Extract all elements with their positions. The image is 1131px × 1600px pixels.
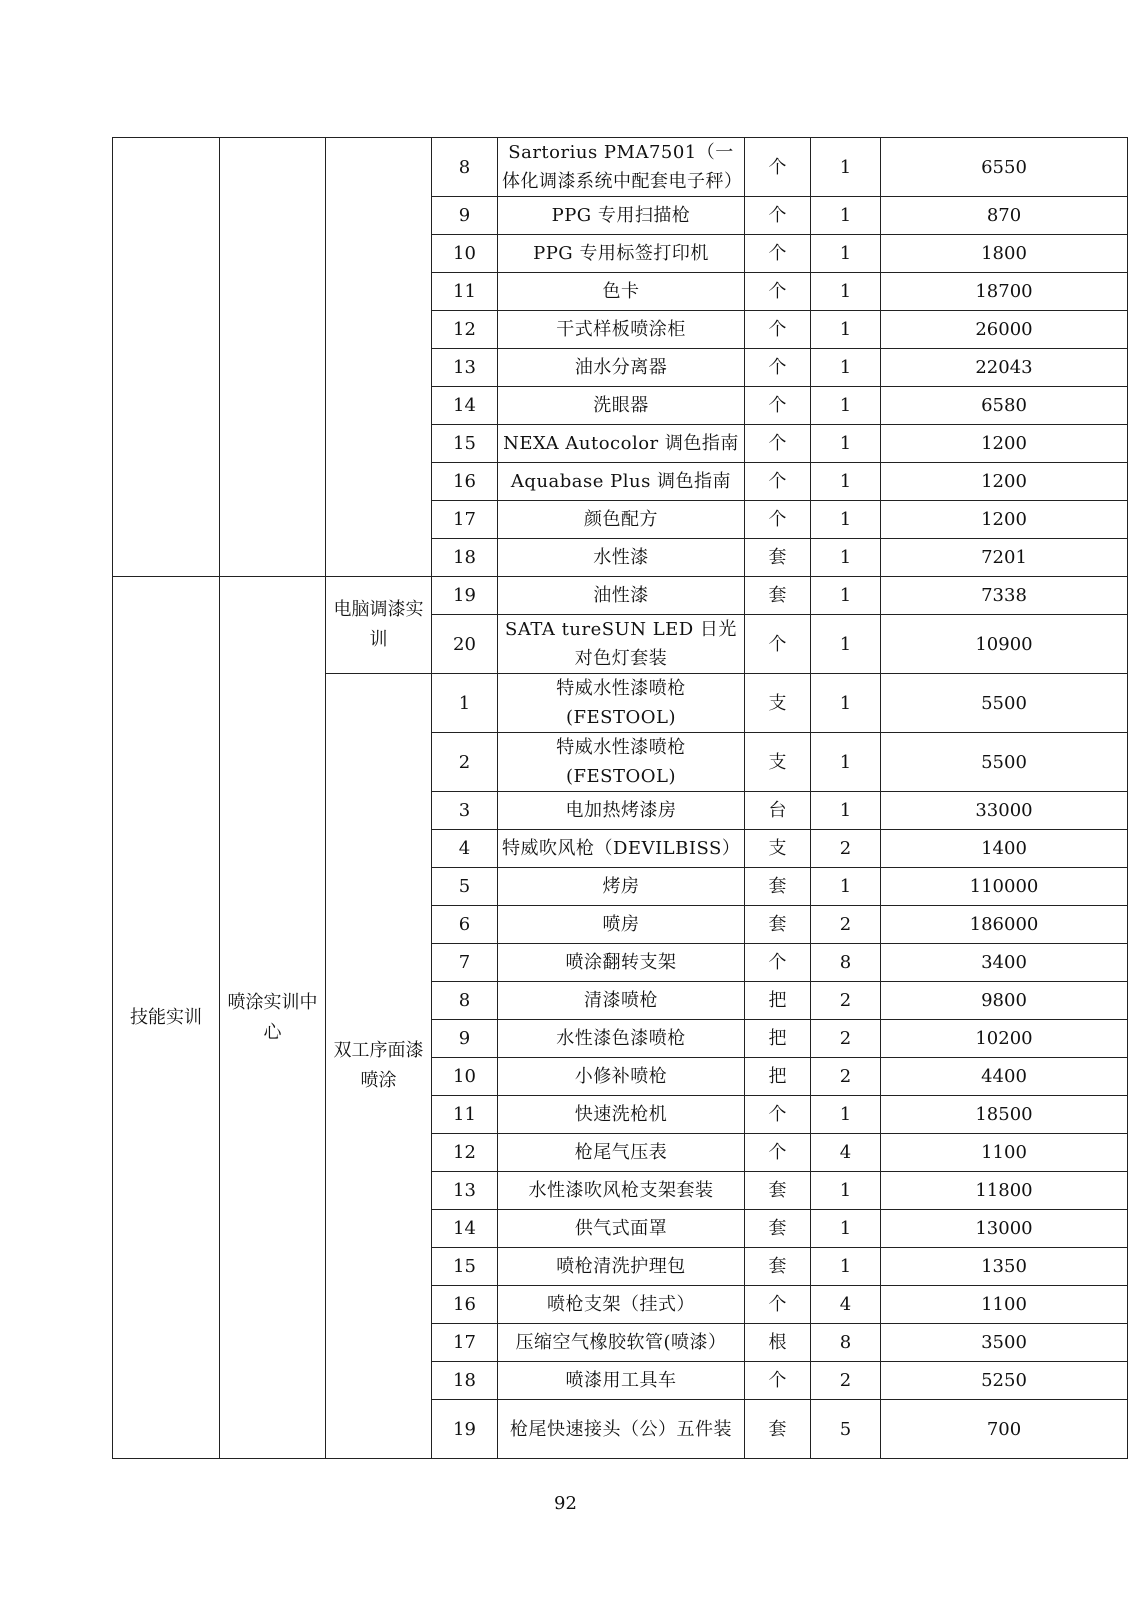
item-quantity: 1 (811, 463, 881, 501)
group-cell: 双工序面漆喷涂 (326, 674, 432, 1459)
item-unit: 个 (745, 1134, 811, 1172)
item-price: 10200 (881, 1020, 1128, 1058)
item-price: 1100 (881, 1134, 1128, 1172)
item-price: 10900 (881, 615, 1128, 674)
item-price: 3400 (881, 944, 1128, 982)
item-price: 18500 (881, 1096, 1128, 1134)
item-unit: 套 (745, 906, 811, 944)
item-unit: 个 (745, 197, 811, 235)
item-name: 色卡 (498, 273, 745, 311)
item-quantity: 1 (811, 674, 881, 733)
item-name: 喷枪清洗护理包 (498, 1248, 745, 1286)
item-unit: 把 (745, 1058, 811, 1096)
item-name: Sartorius PMA7501（一体化调漆系统中配套电子秤） (498, 138, 745, 197)
item-name: 枪尾快速接头（公）五件装 (498, 1400, 745, 1459)
item-unit: 个 (745, 387, 811, 425)
table-row (113, 577, 1128, 615)
item-price: 870 (881, 197, 1128, 235)
item-quantity: 2 (811, 1362, 881, 1400)
item-quantity: 1 (811, 1248, 881, 1286)
item-price: 3500 (881, 1324, 1128, 1362)
item-price: 1400 (881, 830, 1128, 868)
row-number: 9 (432, 1020, 498, 1058)
item-quantity: 1 (811, 539, 881, 577)
item-unit: 个 (745, 463, 811, 501)
item-quantity: 1 (811, 387, 881, 425)
group-cell: 电脑调漆实训 (326, 577, 432, 674)
item-name: 特威吹风枪（DEVILBISS） (498, 830, 745, 868)
item-unit: 套 (745, 1172, 811, 1210)
item-name: 喷涂翻转支架 (498, 944, 745, 982)
row-number: 20 (432, 615, 498, 674)
item-quantity: 2 (811, 906, 881, 944)
item-unit: 个 (745, 1096, 811, 1134)
item-price: 7201 (881, 539, 1128, 577)
item-quantity: 1 (811, 138, 881, 197)
item-unit: 支 (745, 830, 811, 868)
item-unit: 支 (745, 733, 811, 792)
row-number: 12 (432, 311, 498, 349)
item-price: 110000 (881, 868, 1128, 906)
item-name: Aquabase Plus 调色指南 (498, 463, 745, 501)
item-price: 22043 (881, 349, 1128, 387)
item-name: PPG 专用扫描枪 (498, 197, 745, 235)
empty-group-cell (326, 138, 432, 577)
item-name: 电加热烤漆房 (498, 792, 745, 830)
row-number: 16 (432, 1286, 498, 1324)
item-name: 油水分离器 (498, 349, 745, 387)
item-quantity: 1 (811, 868, 881, 906)
row-number: 13 (432, 1172, 498, 1210)
row-number: 3 (432, 792, 498, 830)
item-price: 7338 (881, 577, 1128, 615)
item-name: 水性漆吹风枪支架套装 (498, 1172, 745, 1210)
item-unit: 把 (745, 1020, 811, 1058)
item-unit: 个 (745, 311, 811, 349)
row-number: 5 (432, 868, 498, 906)
item-price: 5500 (881, 733, 1128, 792)
item-price: 18700 (881, 273, 1128, 311)
item-price: 6550 (881, 138, 1128, 197)
row-number: 2 (432, 733, 498, 792)
item-unit: 个 (745, 1286, 811, 1324)
item-price: 11800 (881, 1172, 1128, 1210)
item-name: 供气式面罩 (498, 1210, 745, 1248)
row-number: 6 (432, 906, 498, 944)
item-name: 快速洗枪机 (498, 1096, 745, 1134)
row-number: 8 (432, 982, 498, 1020)
item-quantity: 2 (811, 1020, 881, 1058)
row-number: 11 (432, 1096, 498, 1134)
row-number: 4 (432, 830, 498, 868)
item-quantity: 1 (811, 349, 881, 387)
item-price: 5250 (881, 1362, 1128, 1400)
item-price: 33000 (881, 792, 1128, 830)
item-price: 1200 (881, 463, 1128, 501)
item-price: 1200 (881, 425, 1128, 463)
item-price: 1100 (881, 1286, 1128, 1324)
item-unit: 把 (745, 982, 811, 1020)
item-quantity: 4 (811, 1286, 881, 1324)
row-number: 14 (432, 1210, 498, 1248)
item-quantity: 1 (811, 273, 881, 311)
item-name: 喷房 (498, 906, 745, 944)
item-quantity: 1 (811, 311, 881, 349)
item-name: 压缩空气橡胶软管(喷漆） (498, 1324, 745, 1362)
item-price: 186000 (881, 906, 1128, 944)
item-name: 喷漆用工具车 (498, 1362, 745, 1400)
empty-center-cell (220, 138, 326, 577)
row-number: 11 (432, 273, 498, 311)
item-price: 700 (881, 1400, 1128, 1459)
row-number: 19 (432, 1400, 498, 1459)
table-body (113, 138, 1128, 1459)
item-quantity: 1 (811, 235, 881, 273)
item-price: 5500 (881, 674, 1128, 733)
item-price: 4400 (881, 1058, 1128, 1096)
item-quantity: 1 (811, 615, 881, 674)
item-quantity: 1 (811, 425, 881, 463)
row-number: 1 (432, 674, 498, 733)
item-quantity: 1 (811, 1210, 881, 1248)
item-name: 特威水性漆喷枪(FESTOOL) (498, 674, 745, 733)
item-price: 9800 (881, 982, 1128, 1020)
item-unit: 套 (745, 1400, 811, 1459)
row-number: 10 (432, 1058, 498, 1096)
item-name: 水性漆 (498, 539, 745, 577)
item-unit: 个 (745, 349, 811, 387)
item-price: 1350 (881, 1248, 1128, 1286)
item-unit: 个 (745, 425, 811, 463)
item-name: 颜色配方 (498, 501, 745, 539)
item-name: 油性漆 (498, 577, 745, 615)
row-number: 17 (432, 1324, 498, 1362)
row-number: 19 (432, 577, 498, 615)
item-name: 特威水性漆喷枪(FESTOOL) (498, 733, 745, 792)
row-number: 13 (432, 349, 498, 387)
item-name: 烤房 (498, 868, 745, 906)
row-number: 18 (432, 1362, 498, 1400)
item-quantity: 1 (811, 197, 881, 235)
item-name: SATA tureSUN LED 日光对色灯套装 (498, 615, 745, 674)
item-unit: 个 (745, 273, 811, 311)
row-number: 16 (432, 463, 498, 501)
item-unit: 台 (745, 792, 811, 830)
item-unit: 支 (745, 674, 811, 733)
equipment-table (112, 137, 1128, 1459)
row-number: 7 (432, 944, 498, 982)
item-quantity: 8 (811, 1324, 881, 1362)
item-quantity: 1 (811, 792, 881, 830)
item-unit: 个 (745, 501, 811, 539)
item-quantity: 1 (811, 501, 881, 539)
item-unit: 套 (745, 868, 811, 906)
row-number: 9 (432, 197, 498, 235)
item-unit: 套 (745, 577, 811, 615)
row-number: 17 (432, 501, 498, 539)
item-quantity: 2 (811, 830, 881, 868)
item-quantity: 1 (811, 733, 881, 792)
item-unit: 根 (745, 1324, 811, 1362)
item-name: PPG 专用标签打印机 (498, 235, 745, 273)
item-quantity: 4 (811, 1134, 881, 1172)
item-quantity: 2 (811, 1058, 881, 1096)
row-number: 18 (432, 539, 498, 577)
item-quantity: 2 (811, 982, 881, 1020)
item-unit: 个 (745, 944, 811, 982)
item-name: 洗眼器 (498, 387, 745, 425)
item-name: 喷枪支架（挂式） (498, 1286, 745, 1324)
row-number: 12 (432, 1134, 498, 1172)
item-name: 枪尾气压表 (498, 1134, 745, 1172)
item-quantity: 1 (811, 1172, 881, 1210)
item-unit: 个 (745, 615, 811, 674)
item-price: 26000 (881, 311, 1128, 349)
item-quantity: 8 (811, 944, 881, 982)
item-price: 1200 (881, 501, 1128, 539)
item-price: 1800 (881, 235, 1128, 273)
item-name: 干式样板喷涂柜 (498, 311, 745, 349)
empty-category-cell (113, 138, 220, 577)
item-price: 6580 (881, 387, 1128, 425)
center-cell: 喷涂实训中心 (220, 577, 326, 1459)
item-quantity: 1 (811, 577, 881, 615)
item-name: 水性漆色漆喷枪 (498, 1020, 745, 1058)
page-number: 92 (554, 1493, 577, 1514)
item-unit: 个 (745, 138, 811, 197)
row-number: 8 (432, 138, 498, 197)
item-quantity: 5 (811, 1400, 881, 1459)
item-unit: 个 (745, 235, 811, 273)
row-number: 10 (432, 235, 498, 273)
category-cell: 技能实训 (113, 577, 220, 1459)
item-name: 小修补喷枪 (498, 1058, 745, 1096)
item-price: 13000 (881, 1210, 1128, 1248)
item-unit: 个 (745, 1362, 811, 1400)
table-row (113, 138, 1128, 197)
row-number: 14 (432, 387, 498, 425)
item-name: NEXA Autocolor 调色指南 (498, 425, 745, 463)
item-unit: 套 (745, 539, 811, 577)
row-number: 15 (432, 1248, 498, 1286)
item-unit: 套 (745, 1210, 811, 1248)
item-name: 清漆喷枪 (498, 982, 745, 1020)
item-unit: 套 (745, 1248, 811, 1286)
item-quantity: 1 (811, 1096, 881, 1134)
row-number: 15 (432, 425, 498, 463)
